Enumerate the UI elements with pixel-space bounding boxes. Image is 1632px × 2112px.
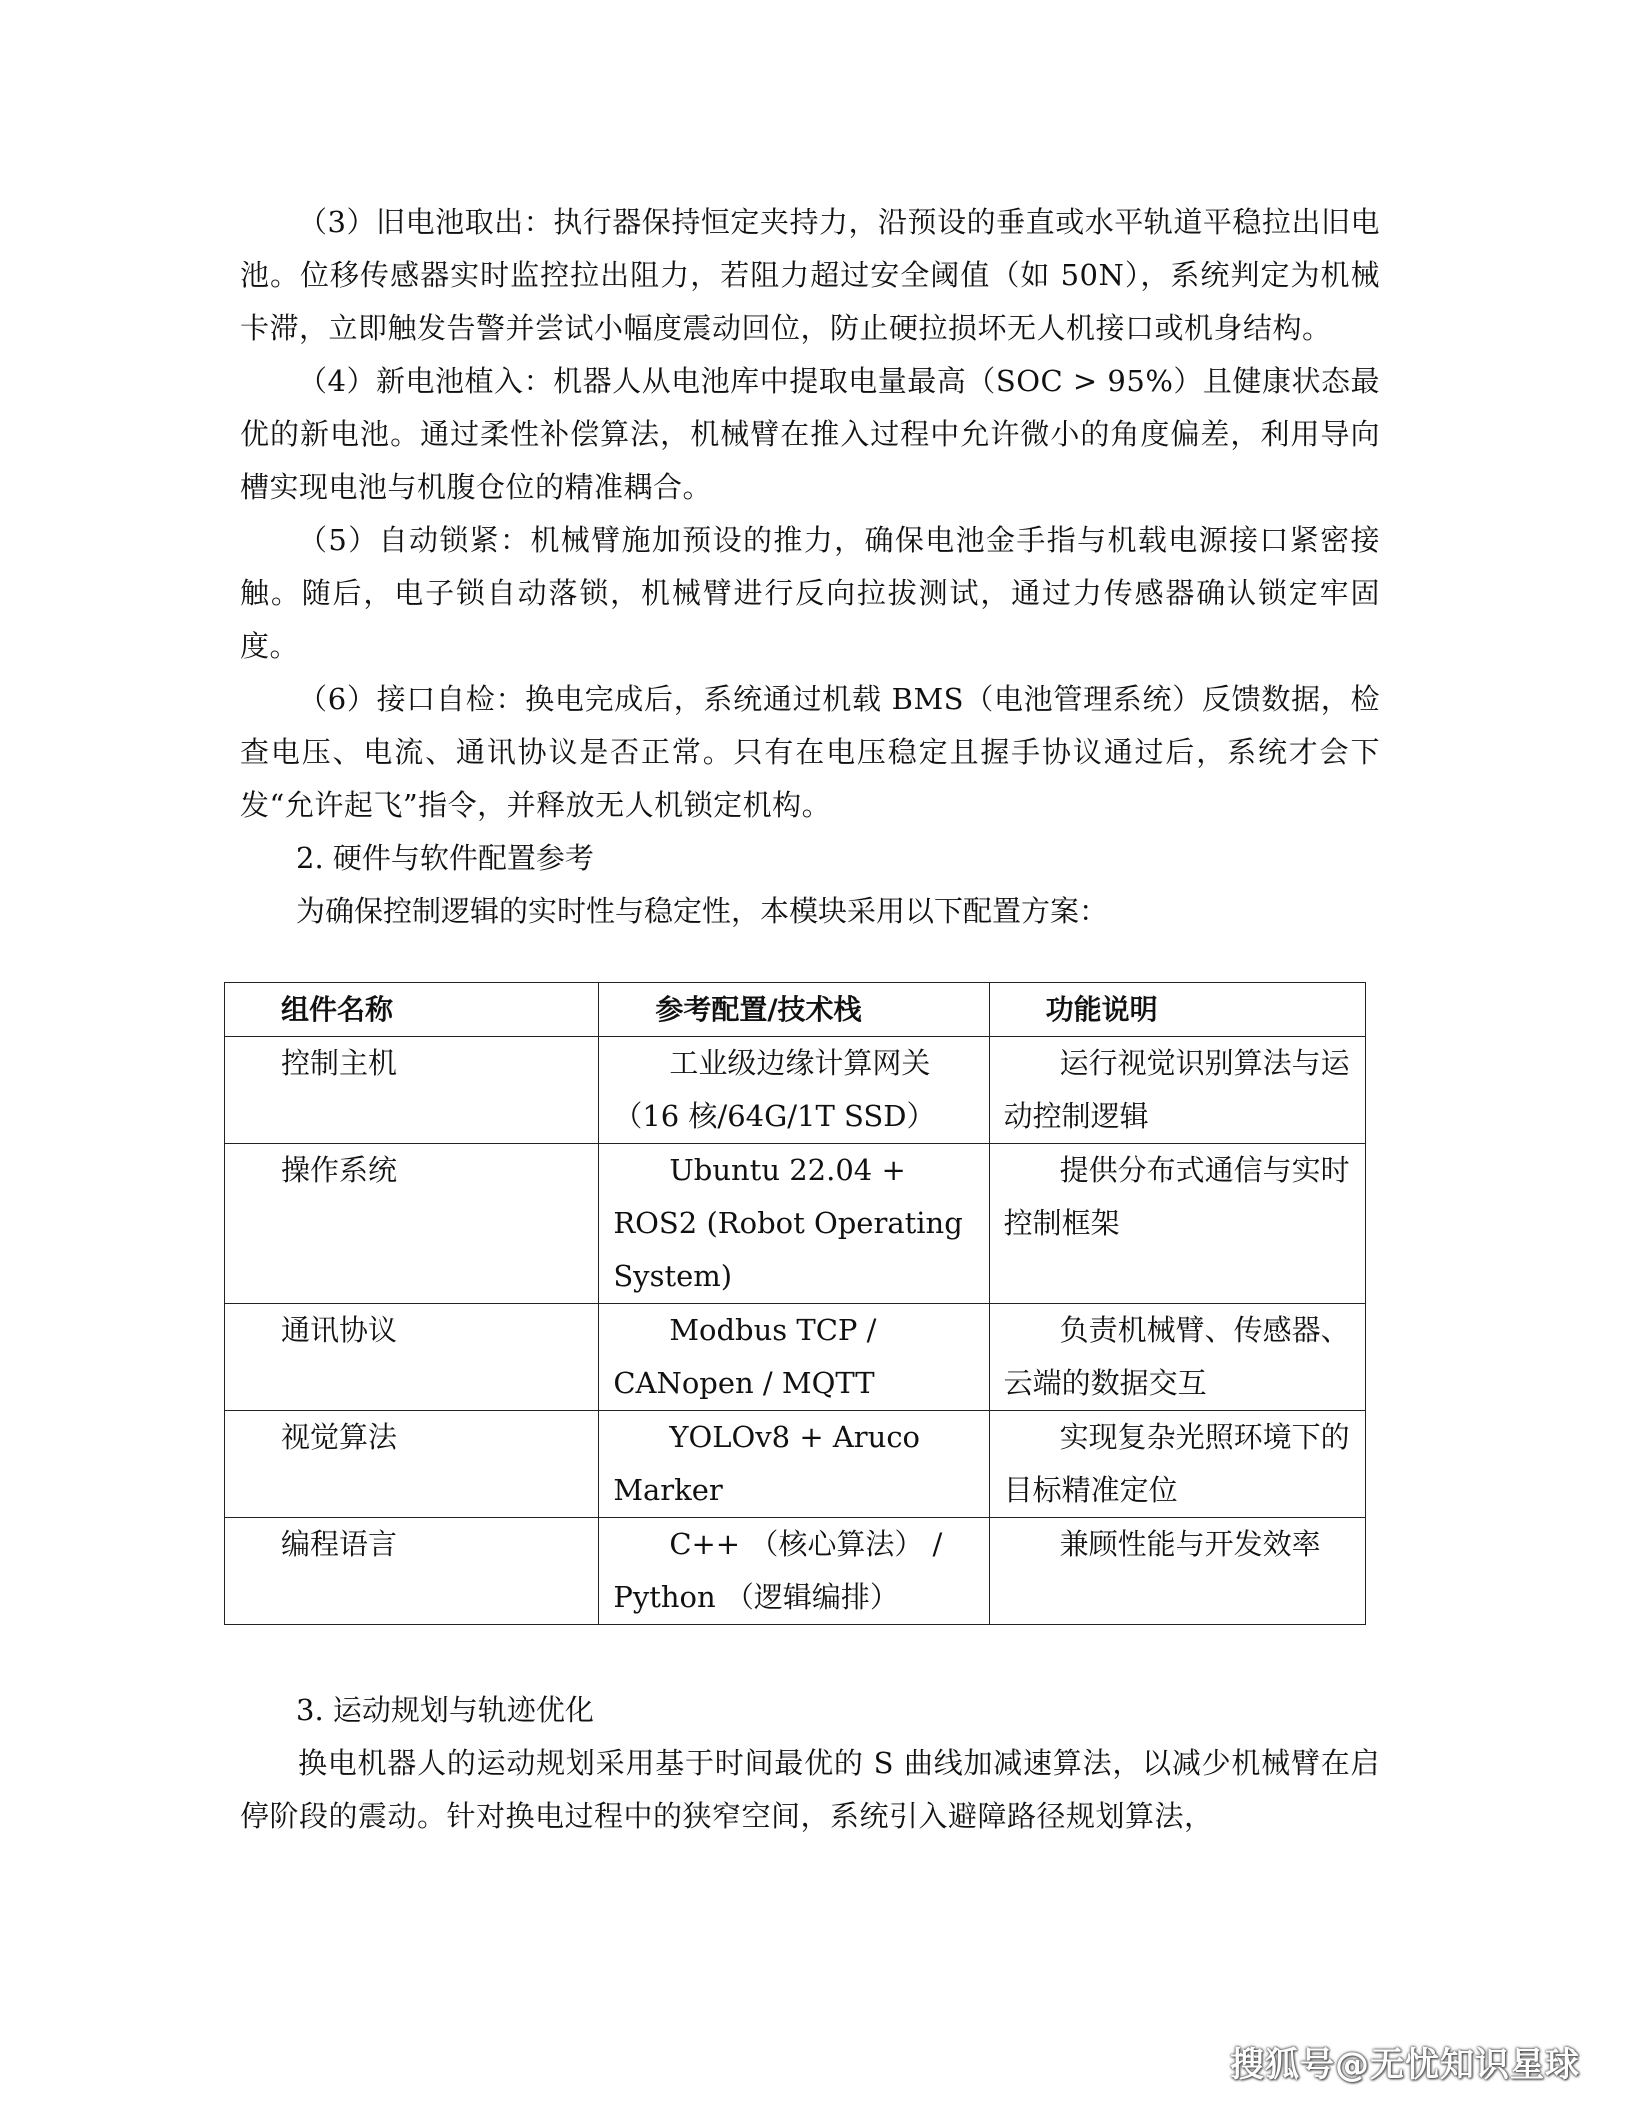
table-row [225,1144,1366,1304]
cell-text: Ubuntu 22.04 + ROS2 (Robot Operating System) [613,1153,963,1293]
section-2-heading: 2. 硬件与软件配置参考 [296,841,594,875]
table-row [225,1411,1366,1518]
config-table [224,982,1366,1625]
table-header-cell: 功能说明 [989,983,1365,1037]
cell-text: 工业级边缘计算网关（16 核/64G/1T SSD） [613,1046,936,1133]
table-cell-config [599,1411,989,1518]
cell-text: 实现复杂光照环境下的目标精准定位 [1003,1420,1350,1507]
table-cell-desc [989,1411,1365,1518]
table-cell-config [599,1144,989,1304]
watermark-text: 搜狐号@无忧知识星球 [1230,2045,1580,2085]
body-text-upper [240,196,1380,938]
body-text-lower [240,1684,1380,1843]
table-header-row [225,983,1366,1037]
cell-text: 提供分布式通信与实时控制框架 [1003,1153,1350,1240]
table-cell-name: 操作系统 [225,1144,599,1304]
table-cell-config [599,1304,989,1411]
table-cell-desc [989,1518,1365,1625]
section-3-paragraph: 换电机器人的运动规划采用基于时间最优的 S 曲线加减速算法，以减少机械臂在启停阶段的震动。针对换电过程中的狭窄空间，系统引入避障路径规划算法， [240,1746,1380,1833]
paragraph-step-3: （3）旧电池取出：执行器保持恒定夹持力，沿预设的垂直或水平轨道平稳拉出旧电池。位移传感器实时监控拉出阻力，若阻力超过安全阈值（如 50N），系统判定为机械卡滞，立即触发告警并尝试小幅度震动回位，防止硬拉损坏无人机接口或机身结构。 [240,205,1380,345]
paragraph-step-5: （5）自动锁紧：机械臂施加预设的推力，确保电池金手指与机载电源接口紧密接触。随后，电子锁自动落锁，机械臂进行反向拉拔测试，通过力传感器确认锁定牢固度。 [240,523,1380,663]
paragraph-step-6: （6）接口自检：换电完成后，系统通过机载 BMS（电池管理系统）反馈数据，检查电压、电流、通讯协议是否正常。只有在电压稳定且握手协议通过后，系统才会下发“允许起飞”指令，并释放无人机锁定机构。 [240,682,1380,822]
table-cell-config [599,1518,989,1625]
table-cell-desc [989,1144,1365,1304]
section-3-heading: 3. 运动规划与轨迹优化 [296,1693,594,1727]
cell-text: 兼顾性能与开发效率 [1059,1527,1321,1561]
cell-text: C++ （核心算法） / Python （逻辑编排） [613,1527,943,1614]
section-2-intro: 为确保控制逻辑的实时性与稳定性，本模块采用以下配置方案： [296,894,1109,928]
cell-text: 运行视觉识别算法与运动控制逻辑 [1003,1046,1350,1133]
table-header-cell: 组件名称 [225,983,599,1037]
table-row [225,1304,1366,1411]
table-header-cell: 参考配置/技术栈 [599,983,989,1037]
cell-text: Modbus TCP / CANopen / MQTT [613,1313,877,1400]
paragraph-step-4: （4）新电池植入：机器人从电池库中提取电量最高（SOC > 95%）且健康状态最优的新电池。通过柔性补偿算法，机械臂在推入过程中允许微小的角度偏差，利用导向槽实现电池与机腹仓位的精准耦合。 [240,364,1380,504]
table-cell-name: 编程语言 [225,1518,599,1625]
cell-text: 负责机械臂、传感器、云端的数据交互 [1003,1313,1350,1400]
table-cell-desc [989,1037,1365,1144]
table-cell-name: 通讯协议 [225,1304,599,1411]
table-cell-name: 控制主机 [225,1037,599,1144]
table-cell-name: 视觉算法 [225,1411,599,1518]
table-row [225,1518,1366,1625]
cell-text: YOLOv8 + Aruco Marker [613,1420,921,1507]
table-row [225,1037,1366,1144]
table-cell-config [599,1037,989,1144]
table-cell-desc [989,1304,1365,1411]
